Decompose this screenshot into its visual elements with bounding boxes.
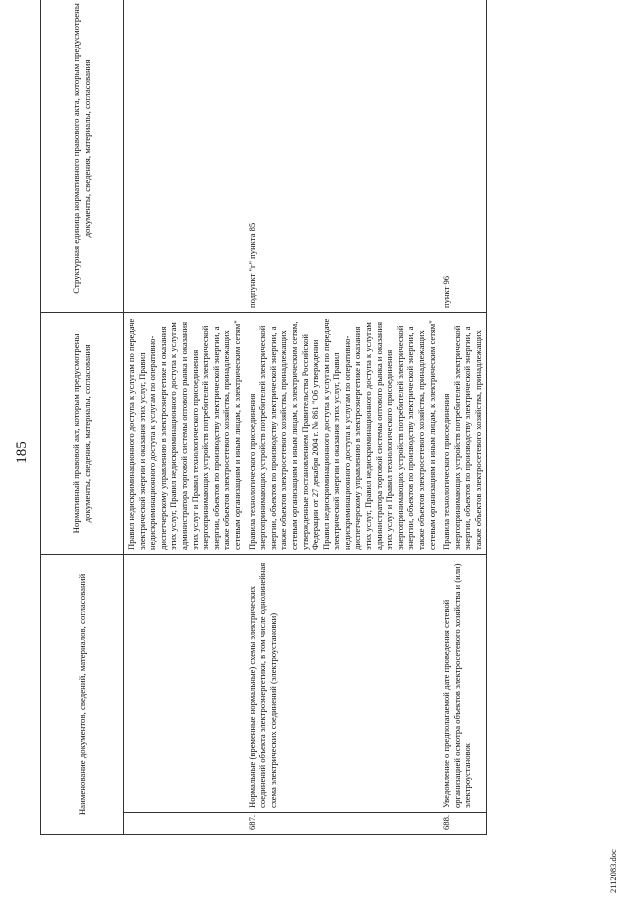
row-number <box>124 813 245 835</box>
table-row <box>245 0 440 835</box>
legal-act: Правил недискриминационного доступа к услугам по передаче электрической энергии и оказания этих услуг, Правил недискриминационного доступа к услугам по оперативно-диспетчерскому управлению в электроэнергетике и оказания этих услуг, Правил недискриминационного доступа к услугам администратора торговой системы оптового рынка и оказания этих услуг и Правил технологического присоединения энергопринимающих устройств потребителей электрической энергии, объектов по производству электрической энергии, а также объектов электросетевого хозяйства, принадлежащих сетевым организациям и иным лицам, к электрическим сетям" <box>124 312 245 554</box>
document-name <box>124 554 245 812</box>
table-row <box>439 0 486 835</box>
table-header-row <box>41 0 124 835</box>
row-number: 688. <box>439 813 486 835</box>
structural-unit: пункт 96 <box>439 0 486 312</box>
row-number: 687. <box>245 813 440 835</box>
header-unit: Структурная единица нормативного правового акта, которым предусмотрены документы, сведения, материалы, согласования <box>41 0 124 312</box>
structural-unit <box>124 0 245 312</box>
structural-unit: подпункт "г" пункта 85 <box>245 0 440 312</box>
page-number: 185 <box>14 441 30 464</box>
header-name: Наименование документов, сведений, материалов, согласований <box>41 554 124 834</box>
requirements-table <box>40 0 487 835</box>
document-name: Уведомление о предполагаемой дате проведения сетевой организацией осмотра объектов электросетевого хозяйства и (или) электроустановок <box>439 554 486 812</box>
legal-act: Правила технологического присоединения энергопринимающих устройств потребителей электрической энергии, объектов по производству электрической энергии, а также объектов электросетевого хозяйства, принадлежащих сетевым организациям и иным лицам, к электрическим сетям, утвержденные постановлением Правительства Российской Федерации от 27 декабря 2004 г. № 861 "Об утверждении Правил недискриминационного доступа к услугам по передаче электрической энергии и оказания этих услуг, Правил недискриминационного доступа к услугам по оперативно-диспетчерскому управлению в электроэнергетике и оказания этих услуг, Правил недискриминационного доступа к услугам администратора торговой системы оптового рынка и оказания этих услуг и Правил технологического присоединения энергопринимающих устройств потребителей электрической энергии, объектов по производству электрической энергии, а также объектов электросетевого хозяйства, принадлежащих сетевым организациям и иным лицам, к электрическим сетям" <box>245 312 440 554</box>
legal-act: Правила технологического присоединения энергопринимающих устройств потребителей электрической энергии, объектов по производству электрической энергии, а также объектов электросетевого хозяйства, принадлежащих <box>439 312 486 554</box>
header-act: Нормативный правовой акт, которым предусмотрены документы, сведения, материалы, согласования <box>41 312 124 554</box>
document-name: Нормальные (временные нормальные) схемы электрических соединений объекта электроэнергетики, в том числе однолинейная схема электрических соединений (электроустановки) <box>245 554 440 812</box>
table-row <box>124 0 245 835</box>
document-code: 2112083.doc <box>608 849 618 893</box>
